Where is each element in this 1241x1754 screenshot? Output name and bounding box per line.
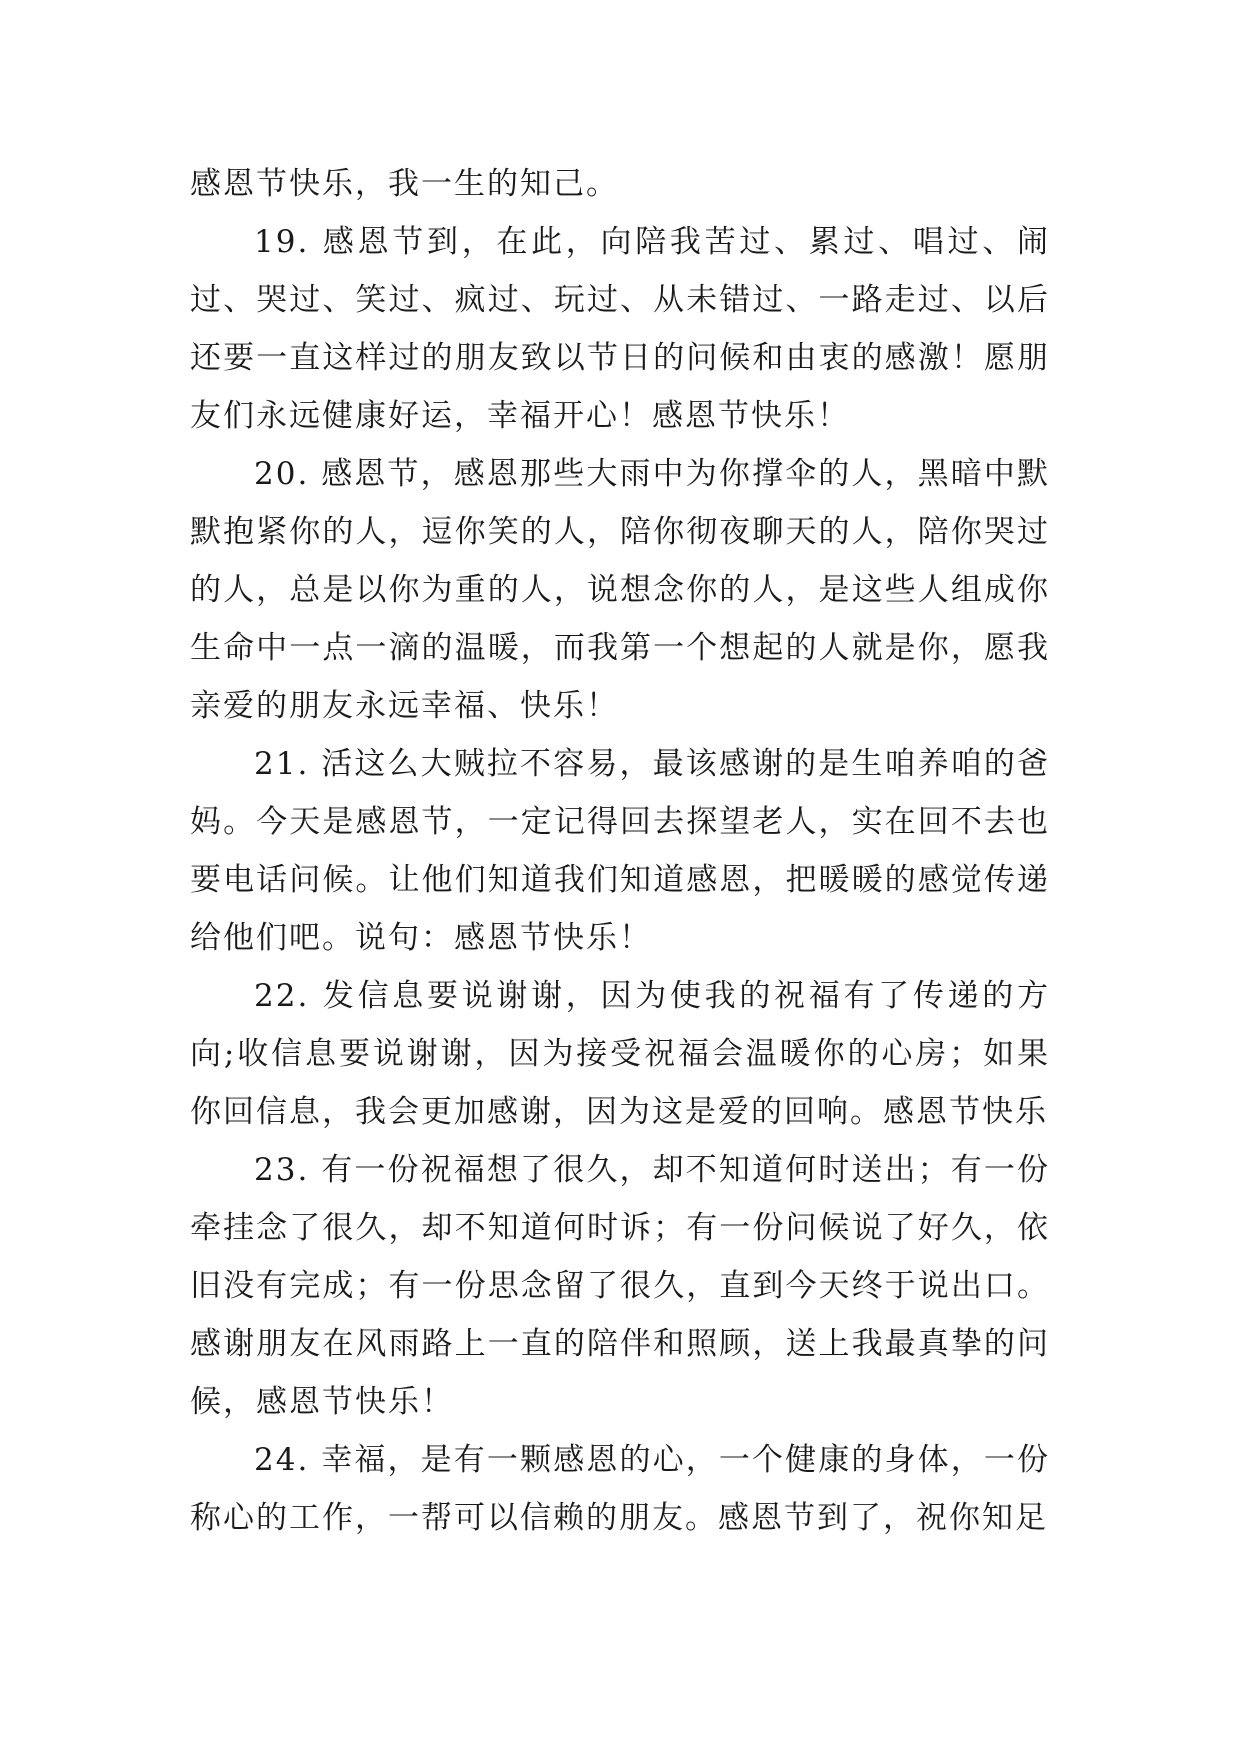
- paragraph-continuation: 感恩节快乐，我一生的知己。: [190, 166, 619, 202]
- paragraph-23: 23. 有一份祝福想了很久，却不知道何时送出；有一份牵挂念了很久，却不知道何时诉；有一份问候说了好久，依旧没有完成；有一份思念留了很久，直到今天终于说出口。感谢朋友在风雨路上一直的陪伴和照顾，送上我最真挚的问候，感恩节快乐！: [190, 1152, 1050, 1420]
- paragraph-20: 20. 感恩节，感恩那些大雨中为你撑伞的人，黑暗中默默抱紧你的人，逗你笑的人，陪你彻夜聊天的人，陪你哭过的人，总是以你为重的人，说想念你的人，是这些人组成你生命中一点一滴的温暖，而我第一个想起的人就是你，愿我亲爱的朋友永远幸福、快乐！: [190, 456, 1050, 724]
- paragraph-24: 24. 幸福，是有一颗感恩的心，一个健康的身体，一份称心的工作，一帮可以信赖的朋友。感恩节到了，祝你知足: [190, 1442, 1050, 1536]
- paragraph-21: 21. 活这么大贼拉不容易，最该感谢的是生咱养咱的爸妈。今天是感恩节，一定记得回去探望老人，实在回不去也要电话问候。让他们知道我们知道感恩，把暖暖的感觉传递给他们吧。说句：感恩节快乐！: [190, 746, 1050, 956]
- document-body: [190, 155, 1050, 1547]
- paragraph-22: 22. 发信息要说谢谢，因为使我的祝福有了传递的方向;收信息要说谢谢，因为接受祝福会温暖你的心房；如果你回信息，我会更加感谢，因为这是爱的回响。感恩节快乐: [190, 978, 1050, 1130]
- paragraph-19: 19. 感恩节到，在此，向陪我苦过、累过、唱过、闹过、哭过、笑过、疯过、玩过、从未错过、一路走过、以后还要一直这样过的朋友致以节日的问候和由衷的感激！愿朋友们永远健康好运，幸福开心！感恩节快乐！: [190, 224, 1050, 434]
